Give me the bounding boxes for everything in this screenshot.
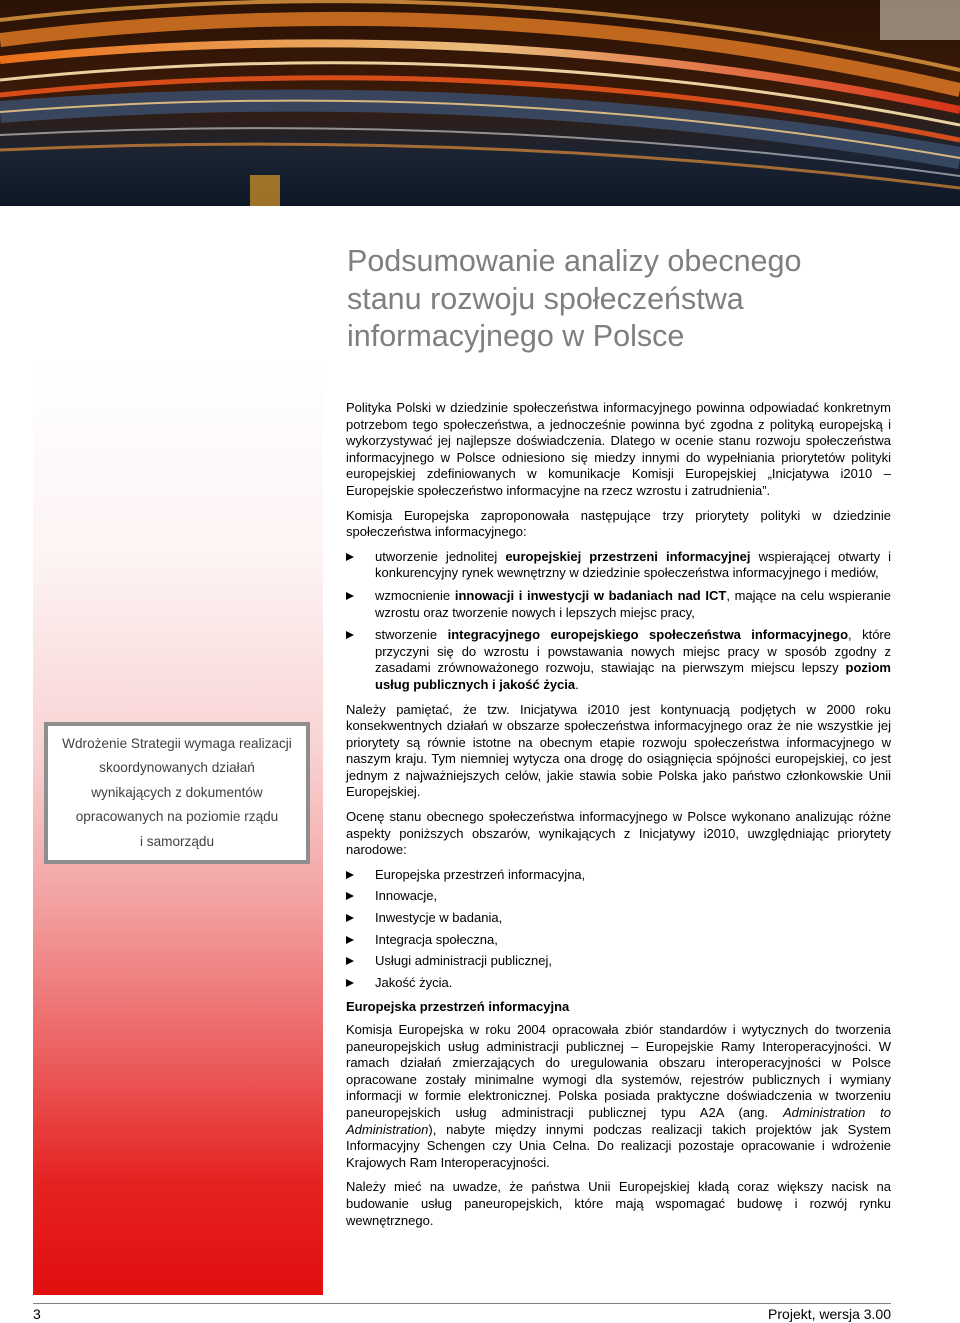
header-banner-image xyxy=(0,0,960,206)
page-number: 3 xyxy=(33,1306,41,1322)
list-item: Usługi administracji publicznej, xyxy=(346,953,891,970)
paragraph-paneuropean: Należy mieć na uwadze, że państwa Unii Europejskiej kładą coraz większy nacisk na budowanie usług paneuropejskich, które mają wspomagać budowę i rozwój rynku wewnętrznego. xyxy=(346,1179,891,1228)
main-content xyxy=(346,400,891,1237)
list-item: Europejska przestrzeń informacyjna, xyxy=(346,867,891,884)
paragraph-i2010: Należy pamiętać, że tzw. Inicjatywa i2010 jest kontynuacją podjętych w 2000 roku konsekwentnych działań w obszarze społeczeństwa informacyjnego oraz że nie wszystkie jej priorytety są równie istotne na obecnym etapie rozwoju społeczeństwa informacyjnego w naszym kraju. Tym niemniej wytycza ona drogę do osiągnięcia spójności europejskiej, co jest jednym z najważniejszych celów, jakie stawia sobie Polska jako państwo członkowskie Unii Europejskiej. xyxy=(346,701,891,800)
pull-quote-text: Wdrożenie Strategii wymaga realizacji skoordynowanych działań wynikających z dokumentów opracowanych na poziomie rządu i samorządu xyxy=(62,735,292,849)
triangle-bullet-icon xyxy=(346,914,354,922)
list-item: Inwestycje w badania, xyxy=(346,910,891,927)
triangle-bullet-icon xyxy=(346,553,354,561)
list-item: wzmocnienie innowacji i inwestycji w badaniach nad ICT, mające na celu wspieranie wzrostu oraz tworzenie nowych i lepszych miejsc pracy, xyxy=(346,588,891,621)
list-item: Innowacje, xyxy=(346,888,891,905)
paragraph-intro: Polityka Polski w dziedzinie społeczeństwa informacyjnego powinna odpowiadać konkretnym potrzebom tego społeczeństwa, a jednocześnie powinna być zgodna z polityką europejską i wykorzystywać jej najlepsze doświadczenia. Dlatego w ocenie stanu rozwoju społeczeństwa informacyjnego w Polsce odniesiono się miedzy innymi do wypełniania priorytetów polityki europejskiej zdefiniowanych w komunikacje Komisji Europejskiej „Inicjatywa i2010 – Europejskie społeczeństwo informacyjne na rzecz wzrostu i zatrudnienia”. xyxy=(346,400,891,498)
paragraph-interoperability: Komisja Europejska w roku 2004 opracowała zbiór standardów i wytycznych do tworzenia paneuropejskich usług administracji publicznej – Europejskie Ramy Interoperacyjności. W ramach działań zmierzających do uregulowania obszaru interoperacyjności w Polsce opracowane zostały minimalne wymogi dla systemów, rejestrów publicznych i wymiany informacji w formie elektronicznej. Polska posiada praktyczne doświadczenia w tworzeniu paneuropejskich usług administracji publicznej typu A2A (ang. Administration to Administration), nabyte między innymi podczas realizacji takich projektów jak System Informacyjny Schengen czy Unia Celna. Do realizacji pozostaje opracowanie i wdrożenie Krajowych Ram Interoperacyjności. xyxy=(346,1022,891,1170)
list-item: Integracja społeczna, xyxy=(346,932,891,949)
list-item: stworzenie integracyjnego europejskiego społeczeństwa informacyjnego, które przyczyni się do wzrostu i powstawania nowych miejsc pracy w sposób zgodny z zasadami zrównoważonego rozwoju, stawiając na pierwszym miejscu lepszy poziom usług publicznych i jakość życia. xyxy=(346,627,891,693)
list-item: Jakość życia. xyxy=(346,975,891,992)
triangle-bullet-icon xyxy=(346,871,354,879)
areas-list xyxy=(346,867,891,992)
triangle-bullet-icon xyxy=(346,979,354,987)
footer-divider xyxy=(33,1303,891,1304)
triangle-bullet-icon xyxy=(346,592,354,600)
triangle-bullet-icon xyxy=(346,892,354,900)
paragraph-assessment: Ocenę stanu obecnego społeczeństwa informacyjnego w Polsce wykonano analizując różne aspekty poniższych obszarów, wynikających z Inicjatywy i2010, uwzględniając priorytety narodowe: xyxy=(346,809,891,858)
paragraph-priorities-intro: Komisja Europejska zaproponowała następujące trzy priorytety polityki w dziedzinie społeczeństwa informacyjnego: xyxy=(346,507,891,540)
list-item: utworzenie jednolitej europejskiej przestrzeni informacyjnej wspierającej otwarty i konkurencyjny rynek wewnętrzny w dziedzinie społeczeństwa informacyjnego i mediów, xyxy=(346,549,891,582)
section-heading: Europejska przestrzeń informacyjna xyxy=(346,999,570,1015)
triangle-bullet-icon xyxy=(346,957,354,965)
priorities-list xyxy=(346,549,891,694)
triangle-bullet-icon xyxy=(346,936,354,944)
pull-quote-box xyxy=(44,722,310,864)
triangle-bullet-icon xyxy=(346,631,354,639)
document-version: Projekt, wersja 3.00 xyxy=(768,1306,891,1322)
page-title: Podsumowanie analizy obecnego stanu rozwoju społeczeństwa informacyjnego w Polsce xyxy=(347,244,802,353)
